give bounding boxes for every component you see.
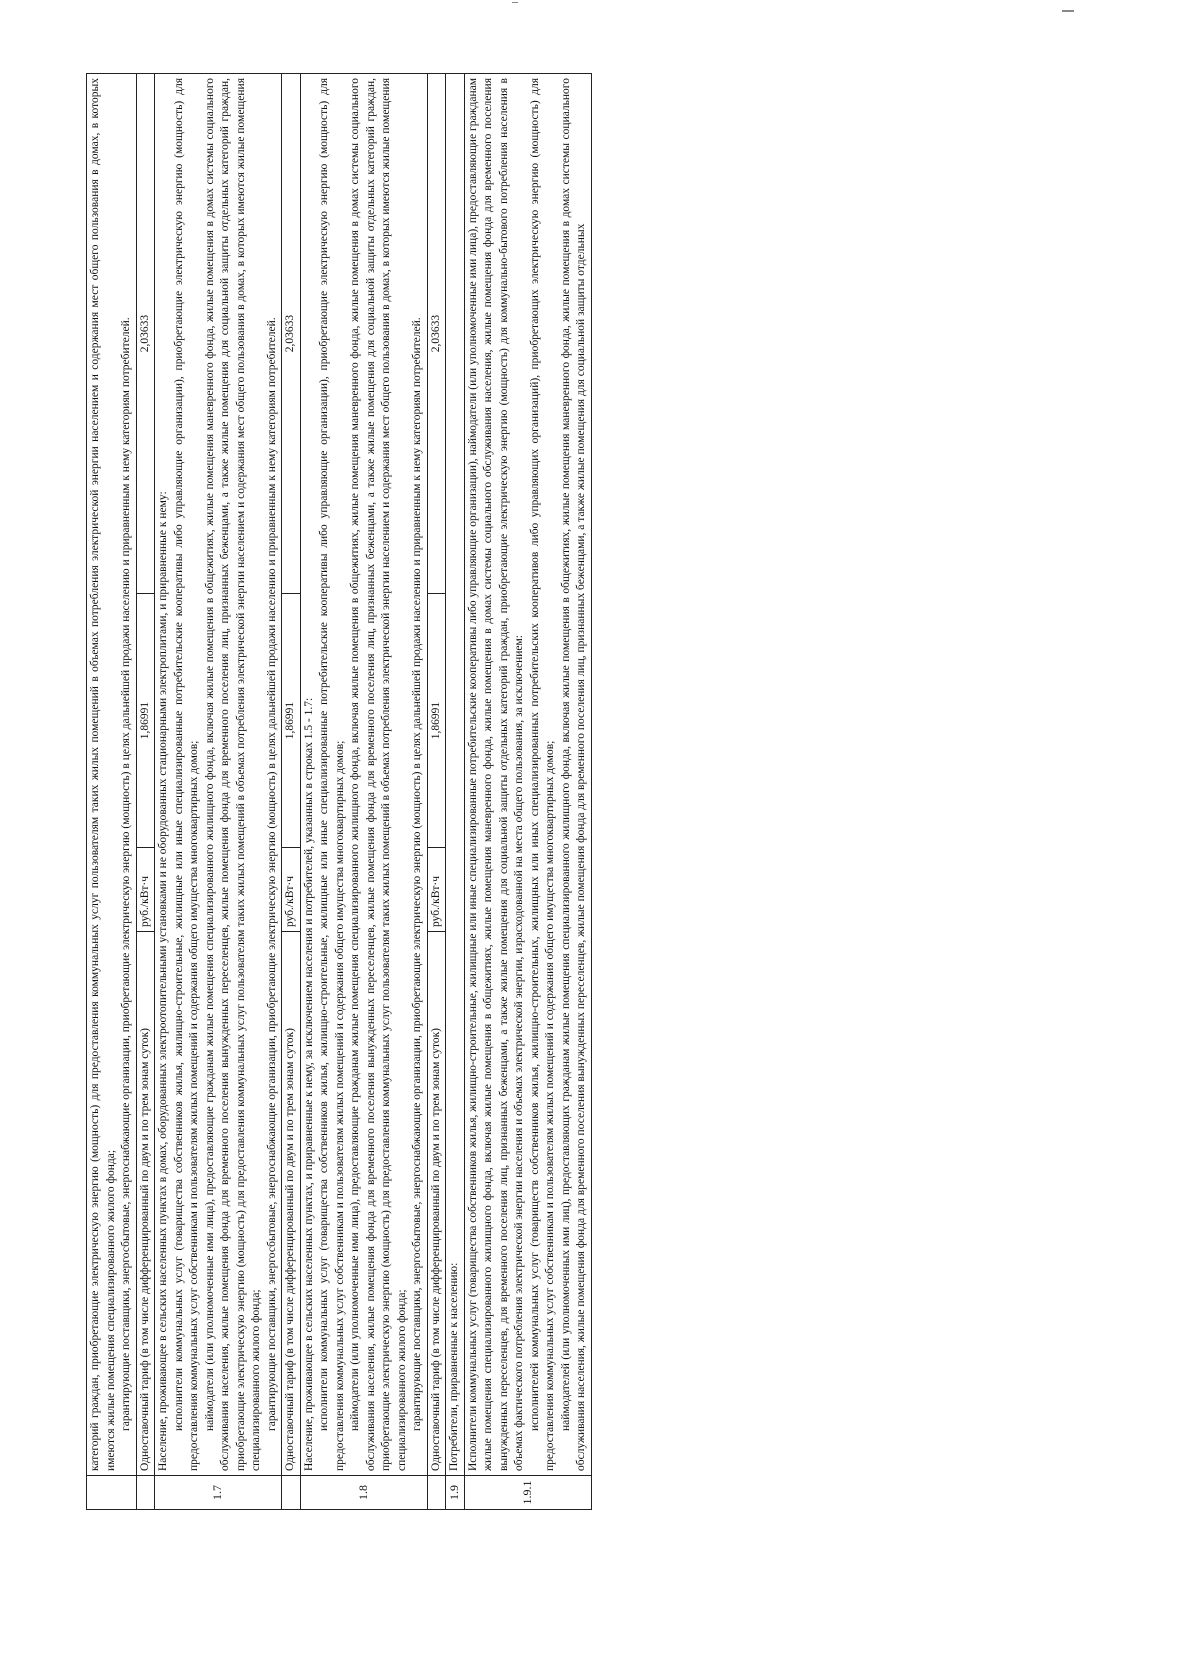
row-number: [282, 1476, 301, 1510]
row-description: [155, 74, 282, 1476]
paragraph: категорий граждан, приобретающие электрическую энергию (мощность) для предоставления коммунальных услуг пользователям таких жилых помещений в объемах потребления электрической энергии населением и содержания мест общего пользования в домах, в которых имеются жилые помещения специализированного жилого фонда;: [89, 78, 117, 1471]
row-number: 1.7: [155, 1476, 282, 1510]
table-row: [446, 74, 465, 1510]
row-number: 1.9.1: [464, 1476, 591, 1510]
tariff-value-1: 1,86991: [136, 594, 155, 848]
paragraph: исполнители коммунальных услуг (товарищества собственников жилья, жилищно-строительные, жилищные или иные специализированные потребительские кооперативы либо управляющие организации), приобретающие электрическую энергию (мощность) для предоставления коммунальных услуг собственникам и пользователям жилых помещений и содержания общего имущества многоквартирных домов;: [318, 78, 346, 1471]
paragraph: наймодатели (или уполномоченные ими лица), предоставляющие гражданам жилые помещения специализированного жилищного фонда, включая жилые помещения в общежитиях, жилые помещения маневренного фонда, жилые помещения в домах системы социального обслуживания населения, жилые помещения фонда для временного поселения вынужденных переселенцев, жилые помещения фонда для временного поселения лиц, признанных беженцами, а также жилые помещения для социальной защиты отдельных категорий граждан, приобретающие электрическую энергию (мощность) для предоставления коммунальных услуг пользователям таких жилых помещений в объемах потребления электрической энергии населением и содержания мест общего пользования в домах, в которых имеются жилые помещения специализированного жилого фонда;: [203, 78, 262, 1471]
paragraph: гарантирующие поставщики, энергосбытовые, энергоснабжающие организации, приобретающие электрическую энергию (мощность) в целях дальнейшей продажи населению и приравненным к нему категориям потребителей.: [265, 317, 278, 1431]
paragraph: наймодателей (или уполномоченных ими лиц), предоставляющих гражданам жилые помещения специализированного жилищного фонда, включая жилые помещения в общежитиях, жилые помещения маневренного фонда, жилые помещения в домах системы социального обслуживания населения, жилые помещения фонда для временного поселения вынужденных переселенцев, жилые помещения фонда для временного поселения лиц, признанных беженцами, а также жилые помещения для социальной защиты отдельных: [559, 78, 587, 1471]
tariff-value-2: 2,03633: [282, 74, 301, 594]
paragraph: Потребители, приравненные к населению:: [448, 1262, 460, 1471]
tariff-value-1: 1,86991: [282, 594, 301, 848]
paragraph: Население, проживающее в сельских населенных пунктах, и приравненные к нему, за исключением населения и потребителей, указанных в строках 1.5 - 1.7:: [302, 697, 315, 1471]
row-number: [87, 1476, 137, 1510]
row-description: [136, 932, 155, 1476]
row-description: [282, 932, 301, 1476]
paragraph: Население, проживающее в сельских населенных пунктах в домах, оборудованных электроотопительными установками и не оборудованных стационарными электроплитами, и приравненные к нему:: [157, 491, 169, 1471]
tariff-table: [86, 73, 592, 1510]
row-number: [136, 1476, 155, 1510]
paragraph: наймодатели (или уполномоченные ими лица), предоставляющие гражданам жилые помещения специализированного жилищного фонда, включая жилые помещения в общежитиях, жилые помещения маневренного фонда, жилые помещения в домах системы социального обслуживания населения, жилые помещения фонда для временного поселения вынужденных переселенцев, жилые помещения фонда для временного поселения лиц, признанных беженцами, а также жилые помещения для социальной защиты отдельных категорий граждан, приобретающие электрическую энергию (мощность) для предоставления коммунальных услуг пользователям таких жилых помещений в объемах потребления электрической энергии населением и содержания мест общего пользования в домах, в которых имеются жилые помещения специализированного жилого фонда;: [349, 78, 408, 1471]
row-number: [427, 1476, 446, 1510]
paragraph: Одноставочный тариф (в том числе дифференцированный по двум и по трем зонам суток): [284, 1027, 296, 1471]
tariff-value-2: 2,03633: [136, 74, 155, 594]
table-row: [427, 74, 446, 1510]
table-row: [464, 74, 591, 1510]
tariff-value-1: 1,86991: [427, 594, 446, 848]
table-row: [155, 74, 282, 1510]
paragraph: исполнителей коммунальных услуг (товариществ собственников жилья, жилищно-строительных, жилищных или иных специализированных потребительских кооперативов либо управляющих организаций), приобретающих электрическую энергию (мощность) для предоставления коммунальных услуг собственникам и пользователям жилых помещений и содержания общего имущества многоквартирных домов;: [528, 78, 556, 1471]
row-description: [300, 74, 427, 1476]
tariff-value-2: 2,03633: [427, 74, 446, 594]
row-number: 1.8: [300, 1476, 427, 1510]
row-description: [446, 74, 465, 1476]
unit-cell: руб./кВт·ч: [427, 848, 446, 932]
row-description: [87, 74, 137, 1476]
scan-mark-top: [512, 2, 518, 3]
paragraph: исполнители коммунальных услуг (товарищества собственников жилья, жилищно-строительные, жилищные или иные специализированные потребительские кооперативы либо управляющие организации), приобретающие электрическую энергию (мощность) для предоставления коммунальных услуг собственникам и пользователям жилых помещений и содержания общего имущества многоквартирных домов;: [172, 78, 200, 1471]
table-row: [87, 74, 137, 1510]
paragraph: Одноставочный тариф (в том числе дифференцированный по двум и по трем зонам суток): [138, 1027, 151, 1471]
paragraph: Одноставочный тариф (в том числе дифференцированный по двум и по трем зонам суток): [429, 1027, 442, 1471]
row-description: [427, 932, 446, 1476]
table-row: [136, 74, 155, 1510]
paragraph: гарантирующие поставщики, энергосбытовые, энергоснабжающие организации, приобретающие электрическую энергию (мощность) в целях дальнейшей продажи населению и приравненным к нему категориям потребителей.: [411, 317, 423, 1431]
table-row: [300, 74, 427, 1510]
paragraph: гарантирующие поставщики, энергосбытовые, энергоснабжающие организации, приобретающие электрическую энергию (мощность) в целях дальнейшей продажи населению и приравненным к нему категориям потребителей.: [120, 317, 132, 1431]
unit-cell: руб./кВт·ч: [282, 848, 301, 932]
row-description: [464, 74, 591, 1476]
rotated-table-container: [86, 74, 1096, 1510]
table-row: [282, 74, 301, 1510]
row-number: 1.9: [446, 1476, 465, 1510]
paragraph: Исполнители коммунальных услуг (товарищества собственников жилья, жилищно-строительные, жилищные или иные специализированные потребительские кооперативы либо управляющие организации), наймодатели (или уполномоченные ими лица), предоставляющие гражданам жилые помещения специализированного жилищного фонда, включая жилые помещения в общежитиях, жилые помещения маневренного фонда, жилые помещения в домах системы социального обслуживания населения, жилые помещения фонда для временного поселения вынужденных переселенцев, для временного поселения лиц, признанных беженцами, а также жилые помещения для социальной защиты отдельных категорий граждан, приобретающие электрическую энергию (мощность) для коммунально-бытового потребления населения в объемах фактического потребления электрической энергии населения и объемах электрической энергии, израсходованной на места общего пользования, за исключением:: [466, 78, 525, 1471]
unit-cell: руб./кВт·ч: [136, 848, 155, 932]
scan-mark-right: [1062, 10, 1074, 12]
